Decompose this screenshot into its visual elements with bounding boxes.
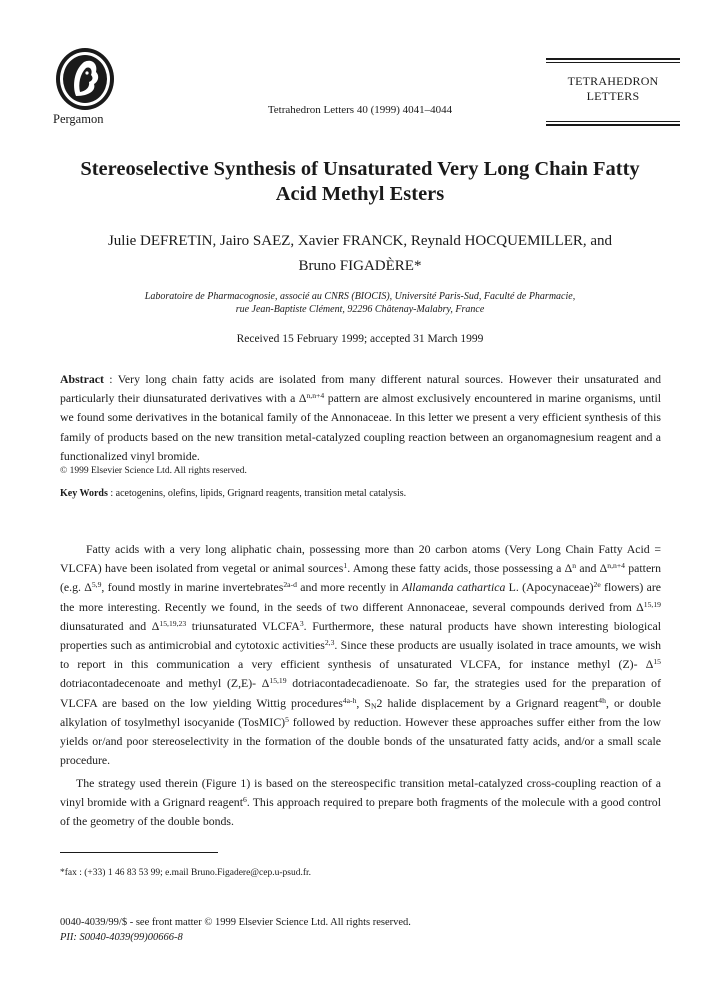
author-list: Julie DEFRETIN, Jairo SAEZ, Xavier FRANCK, Reynald HOCQUEMILLER, and Bruno FIGADÈRE* — [107, 233, 613, 274]
header-rule — [546, 124, 680, 126]
keywords-label: Key Words — [60, 488, 108, 499]
copyright-notice: © 1999 Elsevier Science Ltd. All rights reserved. — [60, 466, 247, 476]
abstract-label: Abstract — [60, 372, 104, 386]
pii-line: PII: S0040-4039(99)00666-8 — [60, 932, 183, 943]
publisher-name: Pergamon — [53, 112, 104, 126]
header-rule — [546, 121, 680, 122]
publisher-logo — [54, 46, 116, 112]
body-paragraph-2: The strategy used therein (Figure 1) is based on the stereospecific transition metal-catalyzed cross-coupling reaction of a vinyl bromide with a Grignard reagent$^6$. This approach required to prepare both fragments of the molecule with a good control of the geometry of the double bonds. — [60, 776, 661, 829]
header-rule — [546, 62, 680, 63]
journal-citation: Tetrahedron Letters 40 (1999) 4041–4044 — [267, 104, 453, 116]
corresponding-author-footnote: *fax : (+33) 1 46 83 53 99; e.mail Bruno.Figadere@cep.u-psud.fr. — [60, 868, 312, 878]
abstract: Abstract : Very long chain fatty acids are isolated from many different natural sources. However their unsaturated and particularly their diunsaturated derivatives with a $\Delta^{n,n+4}$ pattern are almost exclusively encountered in marine organisms, until we found some derivatives in the botanical family of the Annonaceae. In this letter we present a very efficient synthesis of this family of products based on the new transition metal-catalyzed coupling reaction between an organomagnesium reagent and a functionalized vinyl bromide. — [60, 372, 661, 463]
body-paragraph-1: Fatty acids with a very long aliphatic chain, possessing more than 20 carbon atoms (Very Long Chain Fatty Acid = VLCFA) have been isolated from vegetal or animal sources$^1$. Among these fatty acids, those possessing a $\Delta^n$ and $\Delta^{n,n+4}$ pattern (e.g. Δ$^{5,9}$, found mostly in marine invertebrates$^{2a-d}$ and more recently in Allamanda cathartica L. (Apocynaceae)$^{2e}$ flowers) are the more interesting. Recently we found, in the seeds of two different Annonaceae, several compounds derived from Δ$^{15,19}$ diunsaturated and Δ$^{15,19,23}$ triunsaturated VLCFA$^3$. Furthermore, these natural products have shown interesting biological properties such as antimicrobial and cytotoxic activities$^{2,3}$. Since these products are usually isolated in trace amounts, we wish to report in this communication a very efficient synthesis of unsaturated VLCFA, for instance methyl (Z)- $\Delta^{15}$ dotriacontadecenoate and methyl (Z,E)- Δ$^{15,19}$ dotriacontadecadienoate. So far, the strategies used for the preparation of VLCFA are based on the low yielding Wittig procedures$^{4a-h}$, $S_N2$ halide displacement by a Grignard reagent$^{4h}$, or double alkylation of tosylmethyl isocyanide (TosMIC)$^5$ followed by reduction. However these approaches suffer either from the low yields or/and poor stereoselectivity in the formation of the double bonds of the unsaturated fatty acids, and/or a small scale procedure. — [60, 542, 662, 768]
footnote-rule — [60, 852, 218, 853]
header-rule — [546, 58, 680, 60]
received-dates: Received 15 February 1999; accepted 31 March 1999 — [236, 333, 484, 345]
journal-name: TETRAHEDRON LETTERS — [567, 74, 659, 103]
affiliation: Laboratoire de Pharmacognosie, associé au CNRS (BIOCIS), Université Paris-Sud, Faculté de Pharmacie, rue Jean-Baptiste Clément, 92296 Châtenay-Malabry, France — [144, 291, 576, 315]
front-matter-line: 0040-4039/99/$ - see front matter © 1999 Elsevier Science Ltd. All rights reserved. — [60, 917, 411, 928]
article-title: Stereoselective Synthesis of Unsaturated Very Long Chain Fatty Acid Methyl Esters — [80, 158, 640, 205]
keywords: Key Words : acetogenins, olefins, lipids, Grignard reagents, transition metal catalysis. — [60, 488, 407, 499]
